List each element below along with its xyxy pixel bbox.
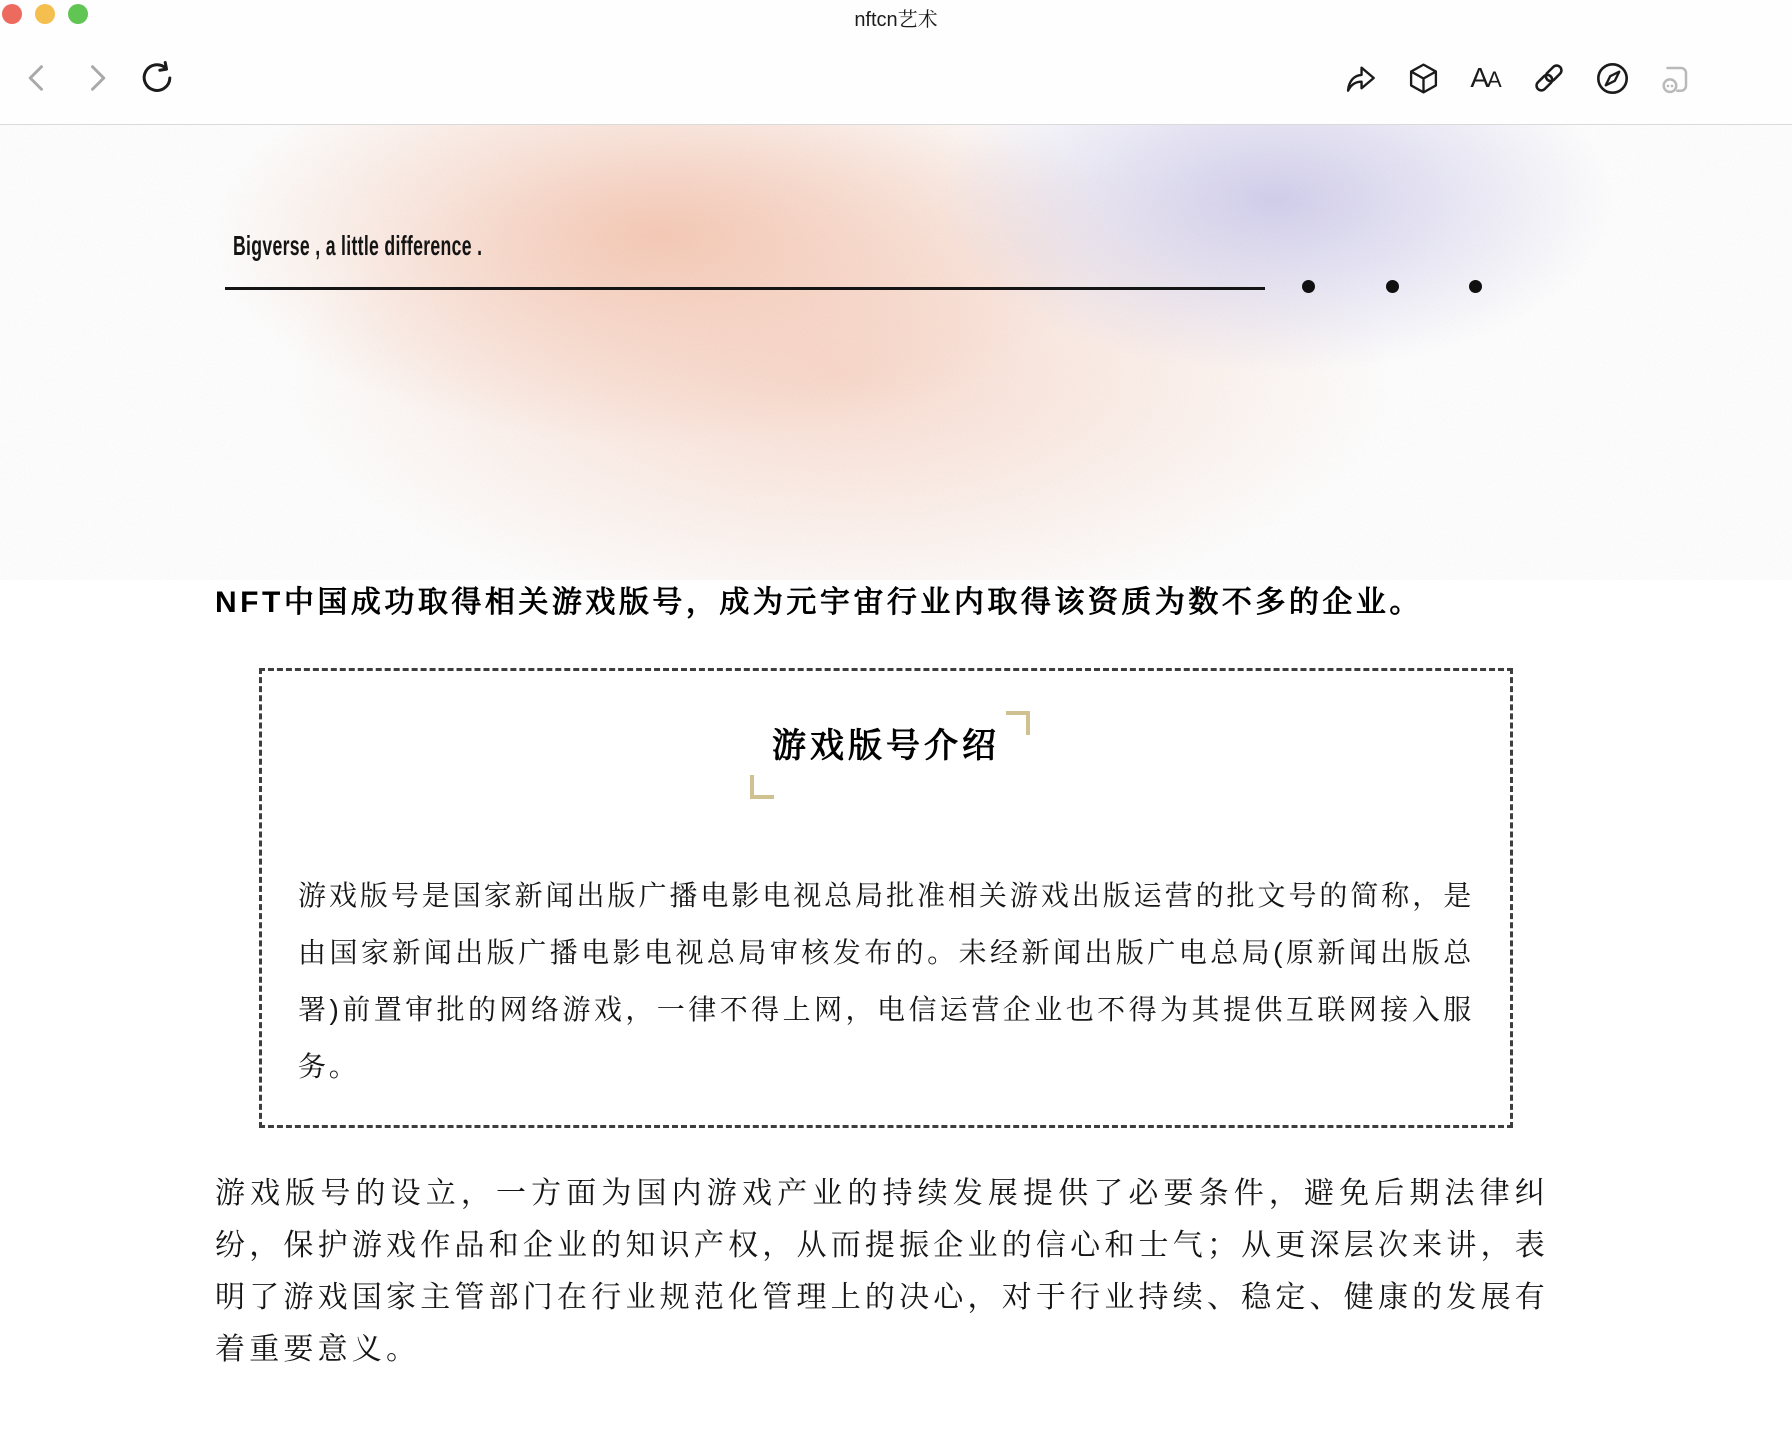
forward-button[interactable] [78, 57, 116, 99]
article-paragraph: 游戏版号的设立，一方面为国内游戏产业的持续发展提供了必要条件，避免后期法律纠纷，保护游戏作品和企业的知识产权，从而提振企业的信心和士气；从更深层次来讲，表明了游戏国家主管部门在行业规范化管理上的决心，对于行业持续、稳定、健康的发展有着重要意义。 [215, 1177, 1549, 1366]
hero-dot [1386, 280, 1399, 293]
copy-link-button[interactable] [1530, 57, 1568, 99]
window-title: nftcn艺术 [854, 9, 938, 31]
info-box [259, 668, 1513, 1128]
link-chain-icon [1531, 60, 1567, 96]
info-box-title: 游戏版号介绍 [772, 727, 1000, 765]
nav-group [18, 32, 176, 124]
back-button[interactable] [18, 57, 56, 99]
chevron-left-icon [19, 60, 55, 96]
corner-brackets-decoration [772, 719, 1000, 773]
action-group [1341, 32, 1694, 124]
reload-icon [138, 59, 176, 97]
share-button[interactable] [1341, 57, 1379, 99]
3d-viewer-button[interactable] [1404, 57, 1442, 99]
info-box-title-row [262, 719, 1510, 773]
floating-window-profile-icon [1658, 61, 1693, 96]
toolbar [0, 32, 1792, 125]
hero-tagline: Bigverse , a little difference . [233, 230, 483, 261]
article-headline: NFT中国成功取得相关游戏版号，成为元宇宙行业内取得该资质为数不多的企业。 [215, 586, 1423, 619]
floating-window-button[interactable] [1656, 57, 1694, 99]
chevron-right-icon [79, 60, 115, 96]
grain-texture [0, 125, 1792, 580]
titlebar [0, 0, 1792, 32]
hero-banner-image [0, 125, 1792, 580]
text-size-AA-icon: A A [1470, 62, 1502, 93]
hero-dot [1469, 280, 1482, 293]
text-size-button[interactable] [1467, 57, 1505, 99]
hero-dot [1302, 280, 1315, 293]
open-in-browser-button[interactable] [1593, 57, 1631, 99]
compass-icon [1594, 60, 1631, 97]
share-forward-icon [1342, 60, 1379, 97]
cube-icon [1406, 61, 1441, 96]
reload-button[interactable] [138, 57, 176, 99]
hero-rule-line [225, 287, 1265, 290]
info-box-body: 游戏版号是国家新闻出版广播电影电视总局批准相关游戏出版运营的批文号的简称，是由国家新闻出版广播电影电视总局审核发布的。未经新闻出版广电总局(原新闻出版总署)前置审批的网络游戏，一律不得上网，电信运营企业也不得为其提供互联网接入服务。 [298, 880, 1474, 1082]
